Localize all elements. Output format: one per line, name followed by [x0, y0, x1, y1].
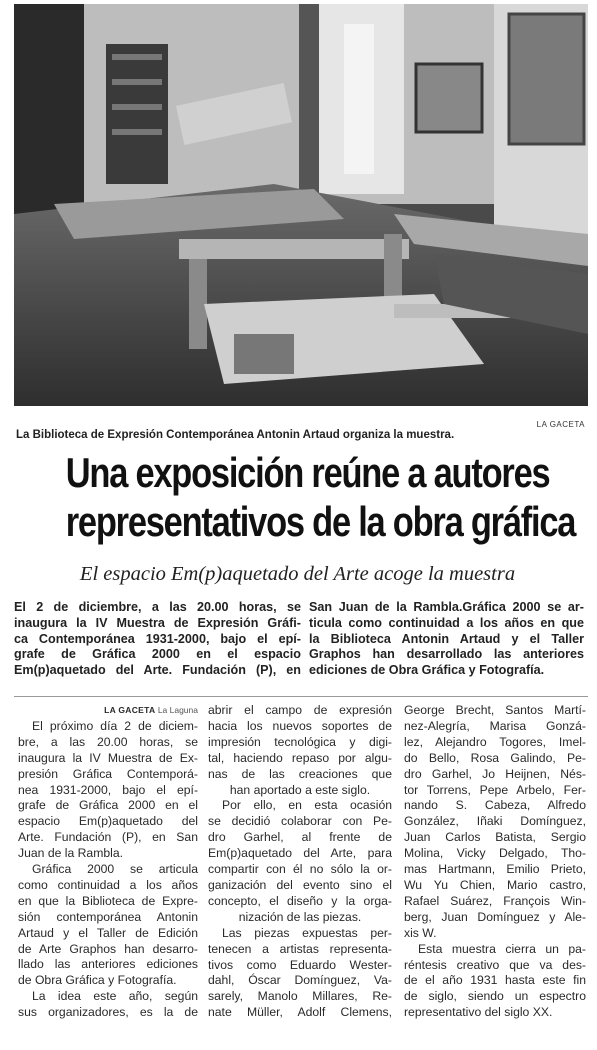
section-divider	[14, 696, 588, 697]
lead-line: la Biblioteca Antonin Artaud y el Taller	[309, 631, 584, 646]
body-line: nando S. Cabeza, Alfredo	[404, 798, 586, 813]
lead-line: San Juan de la Rambla.Gráfica 2000 se ar-	[309, 600, 584, 614]
body-line: dro Garhel, Jo Heijnen, Nés-	[404, 766, 586, 781]
lead-line: Em(p)aquetado del Arte. Fundación (P), en	[14, 663, 301, 678]
body-line: Gráfica 2000 se articula	[32, 862, 198, 877]
body-column-2	[208, 703, 392, 1021]
body-line: dro Garhel, al frente de	[208, 830, 392, 845]
body-line: Wu Yu Chien, Mario castro,	[404, 877, 586, 892]
body-line: grafe de Gráfica 2000 en el	[18, 798, 198, 813]
body-line: mas Hartmann, Emilio Prieto,	[404, 862, 586, 877]
body-line: La idea este año, según	[32, 989, 198, 1004]
body-line: sión contemporánea Antonin	[18, 909, 198, 924]
body-line: tor Torrens, Pepe Arbelo, Fer-	[404, 782, 586, 797]
body-line: han aportado a este siglo.	[229, 782, 371, 797]
body-line: impresión tecnológica y digi-	[208, 734, 392, 749]
body-line: xis W.	[404, 925, 437, 940]
body-line: se decidió colaborar con Pe-	[208, 814, 392, 829]
body-line: hacia los nuevos soportes de	[208, 718, 392, 733]
body-line: réntesis creativo que va des-	[404, 957, 586, 972]
body-line: bre, a las 20.00 horas, se	[18, 734, 198, 749]
body-line: concepto, el diseño y la orga-	[208, 893, 392, 908]
byline	[18, 703, 198, 719]
body-column-1	[18, 703, 198, 1021]
body-line: sus organizadores, es la de	[18, 1005, 198, 1020]
body-line: Juan de la Rambla.	[18, 846, 124, 861]
body-line: dahl, Óscar Domínguez, Va-	[208, 973, 392, 988]
headline-line: Una exposición reúne a autores	[65, 449, 550, 496]
headline-line: representativos de la obra gráfica	[65, 498, 576, 545]
body-line: nate Müller, Adolf Clemens,	[208, 1005, 392, 1020]
byline-source: LA GACETA	[104, 705, 156, 715]
lead-paragraph-left	[14, 600, 301, 679]
body-line: espacio Em(p)aquetado del	[18, 814, 198, 829]
body-line: presión Gráfica Contemporá-	[18, 766, 198, 781]
body-line: Em(p)aquetado del Arte, para	[208, 846, 392, 861]
body-line: do Bello, Rosa Galindo, Pe-	[404, 750, 586, 765]
body-line: llado las anteriores ediciones	[18, 957, 198, 972]
photo-credit: LA GACETA	[536, 420, 585, 429]
body-line: tal, haciendo repaso por algu-	[208, 750, 392, 765]
body-line: ganización del evento sino el	[208, 877, 392, 892]
body-line: de Obra Gráfica y Fotografía.	[18, 973, 177, 988]
body-line: Las piezas expuestas per-	[222, 925, 392, 940]
body-line: Rafael Suárez, François Win-	[404, 893, 586, 908]
lead-line: grafe de Gráfica 2000 en el espacio	[14, 647, 301, 662]
body-column-3	[404, 703, 586, 1021]
body-line: compartir con él no sólo la or-	[208, 862, 392, 877]
body-line: en que la Biblioteca de Expre-	[18, 893, 198, 908]
lead-line: ediciones de Obra Gráfica y Fotografía.	[309, 663, 545, 678]
byline-place: La Laguna	[157, 705, 198, 715]
body-line: berg, Juan Domínguez y Ale-	[404, 909, 586, 924]
body-line: El próximo día 2 de diciem-	[32, 718, 198, 733]
lead-line: ca Contemporánea 1931-2000, bajo el epí-	[14, 631, 301, 646]
body-line: nea 1931-2000, bajo el epí-	[18, 782, 198, 797]
body-line: de siglo, siendo un espectro	[404, 989, 586, 1004]
body-line: Molina, Vicky Delgado, Tho-	[404, 846, 586, 861]
body-line: lez, Alejandro Togores, Imel-	[404, 734, 586, 749]
photo-caption: La Biblioteca de Expresión Contemporánea Antonin Artaud organiza la muestra.	[16, 429, 455, 441]
body-line: tivos como Eduardo Wester-	[208, 957, 392, 972]
body-line: Arte. Fundación (P), en San	[18, 830, 198, 845]
headline	[65, 448, 576, 546]
body-line: de Arte Graphos han desarro-	[18, 941, 198, 956]
body-line: sarely, Manolo Millares, Re-	[208, 989, 392, 1004]
article-photo	[14, 4, 588, 406]
lead-line: Graphos han desarrollado las anteriores	[309, 647, 584, 662]
body-line: nización de las piezas.	[238, 909, 362, 924]
body-line: Artaud y el Taller de Edición	[18, 925, 198, 940]
body-line: inaugura la IV Muestra de Ex-	[18, 750, 198, 765]
body-line: Por ello, en esta ocasión	[222, 798, 392, 813]
body-line: de el año 1931 hasta este fin	[404, 973, 586, 988]
lead-line: inaugura la IV Muestra de Expresión Gráfi-	[14, 615, 301, 630]
lead-line: ticula como continuidad a los años en que	[309, 615, 584, 630]
body-line: George Brecht, Santos Martí-	[404, 703, 586, 717]
lead-line: El 2 de diciembre, a las 20.00 horas, se	[14, 600, 301, 614]
body-line: nez-Alegría, Marisa Gonzá-	[404, 718, 586, 733]
body-line: González, Iñaki Domínguez,	[404, 814, 586, 829]
body-line: representativo del siglo XX.	[404, 1005, 553, 1020]
body-line: como continuidad a los años	[18, 877, 198, 892]
body-line: tenecen a artistas representa-	[208, 941, 392, 956]
body-line: Juan Carlos Batista, Sergio	[404, 830, 586, 845]
body-line: Esta muestra cierra un pa-	[418, 941, 586, 956]
body-line: abrir el campo de expresión	[208, 703, 392, 717]
subheadline: El espacio Em(p)aquetado del Arte acoge la muestra	[79, 563, 516, 585]
workshop-photo-image	[14, 4, 588, 406]
body-line: nas de las creaciones que	[208, 766, 392, 781]
lead-paragraph-right	[309, 600, 584, 679]
